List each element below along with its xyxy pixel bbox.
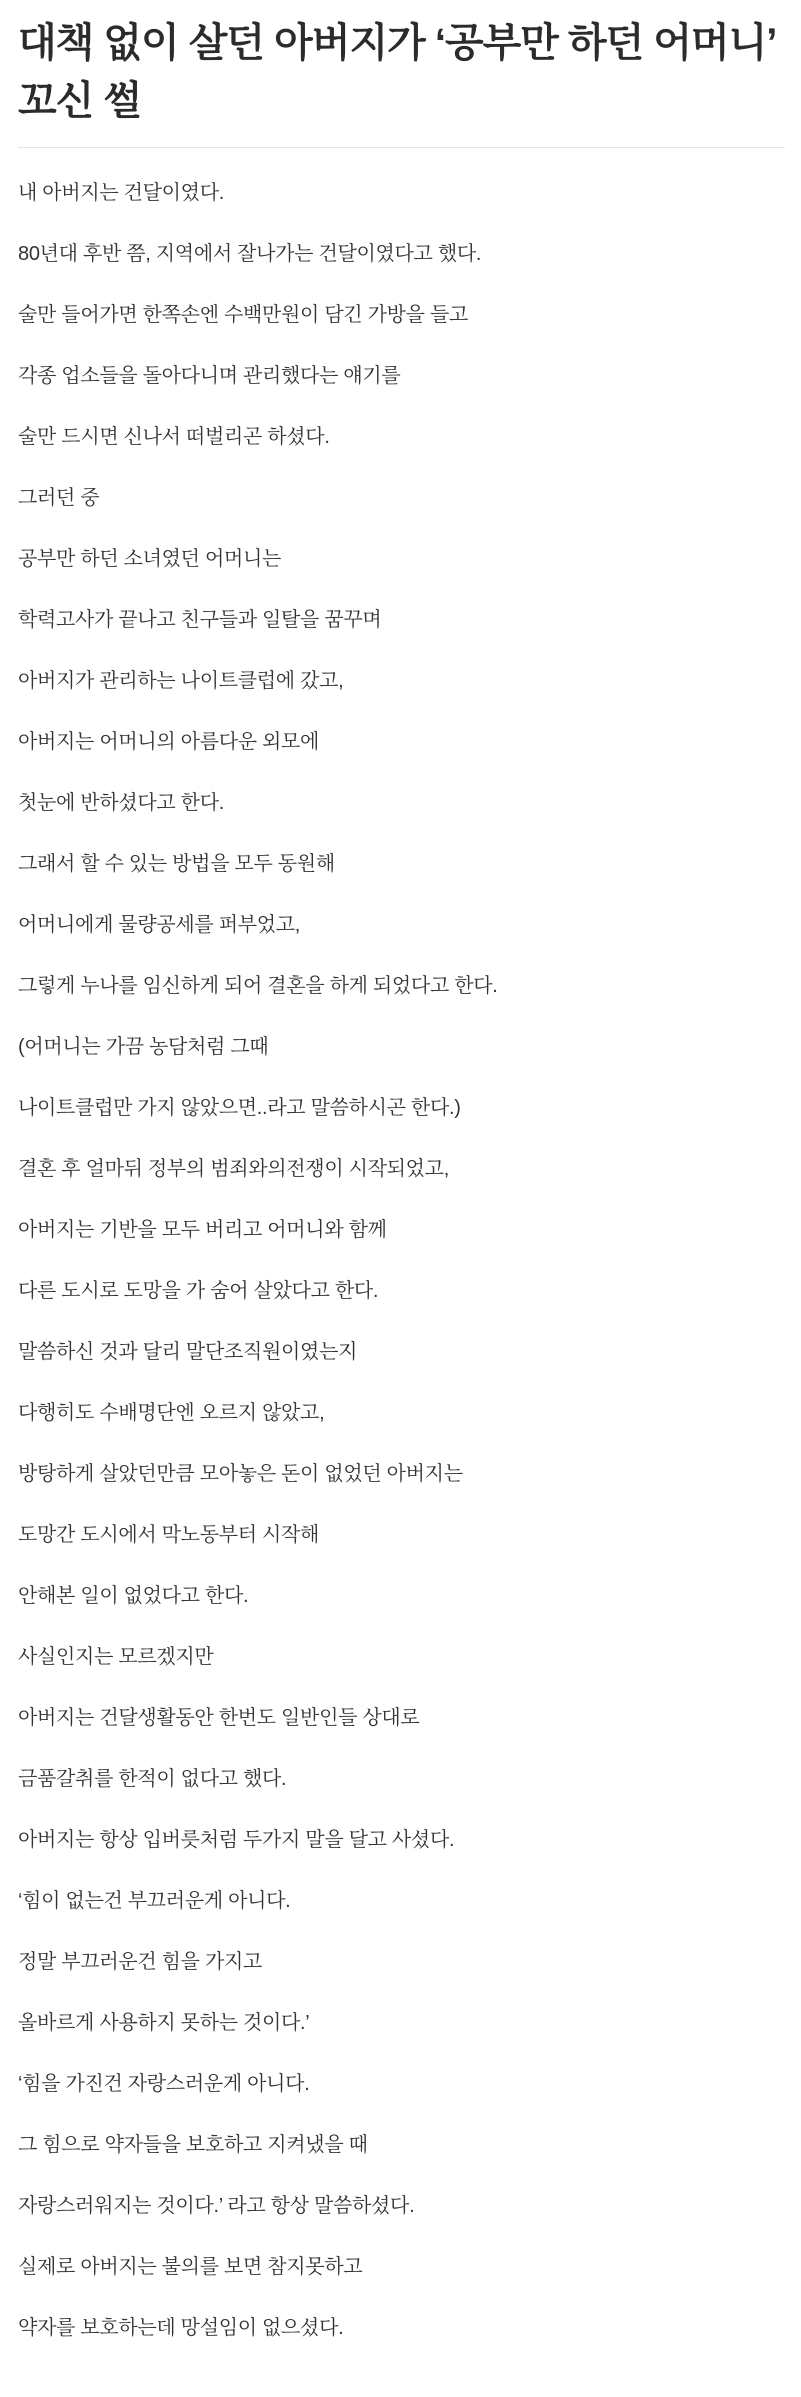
paragraph: 결혼 후 얼마뒤 정부의 범죄와의전쟁이 시작되었고,: [18, 1158, 449, 1180]
paragraph: 다행히도 수배명단엔 오르지 않았고,: [18, 1402, 325, 1424]
paragraph: 안해본 일이 없었다고 한다.: [18, 1585, 249, 1607]
paragraph: 그렇게 누나를 임신하게 되어 결혼을 하게 되었다고 한다.: [18, 975, 498, 997]
paragraph: 금품갈취를 한적이 없다고 했다.: [18, 1768, 287, 1790]
paragraph: 각종 업소들을 돌아다니며 관리했다는 얘기를: [18, 365, 401, 387]
paragraph: 실제로 아버지는 불의를 보면 참지못하고: [18, 2256, 363, 2278]
paragraph: 약자를 보호하는데 망설임이 없으셨다.: [18, 2317, 344, 2339]
paragraph: 아버지는 건달생활동안 한번도 일반인들 상대로: [18, 1707, 420, 1729]
paragraph: 나이트클럽만 가지 않았으면..라고 말씀하시곤 한다.): [18, 1097, 461, 1119]
paragraph: 다른 도시로 도망을 가 숨어 살았다고 한다.: [18, 1280, 379, 1302]
paragraph: 아버지는 기반을 모두 버리고 어머니와 함께: [18, 1219, 387, 1241]
paragraph: 자랑스러워지는 것이다.’ 라고 항상 말씀하셨다.: [18, 2195, 415, 2217]
paragraph: 정말 부끄러운건 힘을 가지고: [18, 1951, 263, 1973]
paragraph: (어머니는 가끔 농담처럼 그때: [18, 1036, 269, 1058]
paragraph: 어머니에게 물량공세를 퍼부었고,: [18, 914, 301, 936]
paragraph: 학력고사가 끝나고 친구들과 일탈을 꿈꾸며: [18, 609, 382, 631]
paragraph: 아버지가 관리하는 나이트클럽에 갔고,: [18, 670, 344, 692]
paragraph: 그래서 할 수 있는 방법을 모두 동원해: [18, 853, 335, 875]
paragraph: 사실인지는 모르겠지만: [18, 1646, 214, 1668]
paragraph: 아버지는 어머니의 아름다운 외모에: [18, 731, 320, 753]
paragraph: 80년대 후반 쯤, 지역에서 잘나가는 건달이였다고 했다.: [18, 243, 482, 265]
paragraph: ‘힘을 가진건 자랑스러운게 아니다.: [18, 2073, 310, 2095]
paragraph: 공부만 하던 소녀였던 어머니는: [18, 548, 282, 570]
paragraph: 그 힘으로 약자들을 보호하고 지켜냈을 때: [18, 2134, 368, 2156]
paragraph: 말씀하신 것과 달리 말단조직원이였는지: [18, 1341, 358, 1363]
paragraph: 술만 드시면 신나서 떠벌리곤 하셨다.: [18, 426, 330, 448]
title-divider: [18, 147, 785, 148]
paragraph: 올바르게 사용하지 못하는 것이다.’: [18, 2012, 310, 2034]
paragraph: 그러던 중: [18, 487, 100, 509]
paragraph: ‘힘이 없는건 부끄러운게 아니다.: [18, 1890, 291, 1912]
post-body: [18, 178, 785, 2343]
paragraph: 첫눈에 반하셨다고 한다.: [18, 792, 224, 814]
paragraph: 술만 들어가면 한쪽손엔 수백만원이 담긴 가방을 들고: [18, 304, 468, 326]
paragraph: 도망간 도시에서 막노동부터 시작해: [18, 1524, 320, 1546]
paragraph: 방탕하게 살았던만큼 모아놓은 돈이 없었던 아버지는: [18, 1463, 463, 1485]
post-title: 대책 없이 살던 아버지가 ‘공부만 하던 어머니’ 꼬신 썰: [18, 21, 776, 123]
paragraph: 아버지는 항상 입버릇처럼 두가지 말을 달고 사셨다.: [18, 1829, 455, 1851]
paragraph: 내 아버지는 건달이였다.: [18, 182, 224, 204]
